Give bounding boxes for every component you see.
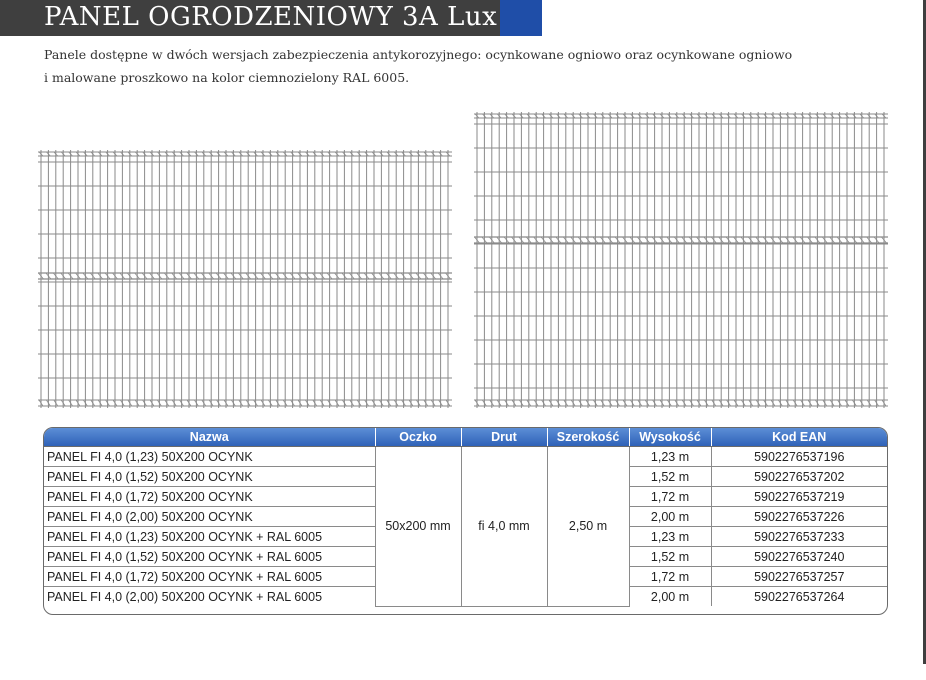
panel-height: 1,23 m	[629, 527, 711, 547]
product-name: PANEL FI 4,0 (2,00) 50X200 OCYNK + RAL 6005	[44, 587, 375, 607]
column-header-wysokosc: Wysokość	[629, 428, 711, 447]
ean-code: 5902276537219	[711, 487, 887, 507]
page-title: PANEL OGRODZENIOWY 3A Lux	[44, 2, 498, 32]
spec-table	[43, 427, 888, 615]
column-header-oczko: Oczko	[375, 428, 461, 447]
title-accent	[500, 0, 542, 36]
panel-height: 2,00 m	[629, 587, 711, 607]
ean-code: 5902276537264	[754, 589, 845, 604]
ean-code: 5902276537257	[711, 567, 887, 587]
panel-height: 1,72 m	[629, 567, 711, 587]
ean-code: 5902276537196	[711, 447, 887, 467]
ean-code: 5902276537226	[711, 507, 887, 527]
panel-height: 1,52 m	[629, 547, 711, 567]
wire-diameter: fi 4,0 mm	[461, 447, 547, 607]
mesh-size: 50x200 mm	[375, 447, 461, 607]
product-name: PANEL FI 4,0 (1,72) 50X200 OCYNK + RAL 6005	[44, 567, 375, 587]
product-name: PANEL FI 4,0 (1,23) 50X200 OCYNK	[44, 447, 375, 467]
column-header-drut: Drut	[461, 428, 547, 447]
table-row	[44, 447, 887, 467]
fence-panel-illustration-low	[38, 148, 452, 410]
panel-width: 2,50 m	[547, 447, 629, 607]
product-name: PANEL FI 4,0 (1,72) 50X200 OCYNK	[44, 487, 375, 507]
product-name: PANEL FI 4,0 (1,52) 50X200 OCYNK	[44, 467, 375, 487]
description-line-1: Panele dostępne w dwóch wersjach zabezpieczenia antykorozyjnego: ocynkowane ogniowo oraz ocynkowane ogniowo	[44, 47, 793, 62]
panel-height: 1,23 m	[629, 447, 711, 467]
panel-height: 1,52 m	[629, 467, 711, 487]
table-header-row	[44, 428, 887, 447]
ean-code: 5902276537240	[711, 547, 887, 567]
product-name: PANEL FI 4,0 (1,23) 50X200 OCYNK + RAL 6005	[44, 527, 375, 547]
panel-height: 1,72 m	[629, 487, 711, 507]
product-name: PANEL FI 4,0 (1,52) 50X200 OCYNK + RAL 6005	[44, 547, 375, 567]
ean-code: 5902276537202	[711, 467, 887, 487]
description	[44, 43, 904, 89]
panel-height: 2,00 m	[629, 507, 711, 527]
fence-panel-illustration-high	[474, 110, 888, 410]
ean-code: 5902276537233	[711, 527, 887, 547]
column-header-szerokosc: Szerokość	[547, 428, 629, 447]
product-name: PANEL FI 4,0 (2,00) 50X200 OCYNK	[44, 507, 375, 527]
column-header-ean: Kod EAN	[711, 428, 887, 447]
column-header-name: Nazwa	[44, 428, 375, 447]
description-line-2: i malowane proszkowo na kolor ciemnozielony RAL 6005.	[44, 70, 410, 85]
